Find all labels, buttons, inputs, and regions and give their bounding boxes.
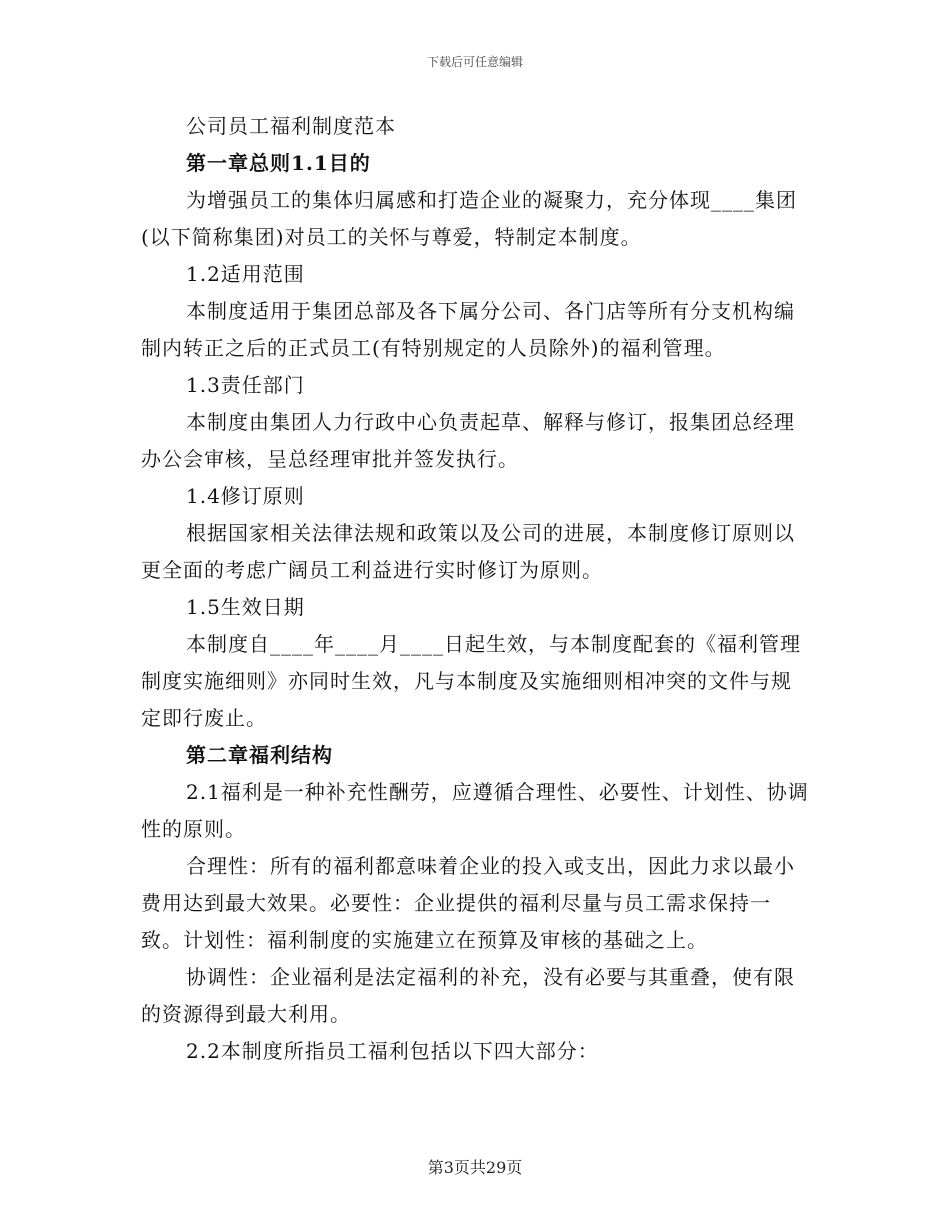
paragraph: 2.1福利是一种补充性酬劳，应遵循合理性、必要性、计划性、协调性的原则。 [141, 780, 809, 841]
paragraph: 合理性：所有的福利都意味着企业的投入或支出，因此力求以最小费用达到最大效果。必要性：企业提供的福利尽量与员工需求保持一致。计划性：福利制度的实施建立在预算及审核的基础之上。 [141, 854, 795, 952]
paragraph: 本制度自____年____月____日起生效，与本制度配套的《福利管理制度实施细则》亦同时生效，凡与本制度及实施细则相冲突的文件与规定即行废止。 [141, 632, 801, 730]
paragraph: 1.2适用范围 [186, 262, 305, 286]
chapter-heading: 第一章总则1.1目的 [186, 151, 371, 175]
chapter-heading: 第二章福利结构 [186, 743, 333, 767]
paragraph: 本制度适用于集团总部及各下属分公司、各门店等所有分支机构编制内转正之后的正式员工(有特别规定的人员除外)的福利管理。 [141, 299, 795, 360]
document-body [141, 108, 811, 1070]
page-header: 下载后可任意编辑 [426, 55, 523, 69]
paragraph: 本制度由集团人力行政中心负责起草、解释与修订，报集团总经理办公会审核，呈总经理审批并签发执行。 [141, 410, 795, 471]
document-title: 公司员工福利制度范本 [186, 114, 396, 138]
paragraph: 为增强员工的集体归属感和打造企业的凝聚力，充分体现____集团(以下简称集团)对员工的关怀与尊爱，特制定本制度。 [141, 188, 797, 249]
paragraph: 2.2本制度所指员工福利包括以下四大部分： [186, 1039, 599, 1063]
page-footer: 第3页共29页 [427, 1158, 523, 1177]
paragraph: 1.3责任部门 [186, 373, 305, 397]
paragraph-list [141, 145, 811, 1070]
paragraph: 1.5生效日期 [186, 595, 305, 619]
paragraph: 根据国家相关法律法规和政策以及公司的进展，本制度修订原则以更全面的考虑广阔员工利益进行实时修订为原则。 [141, 521, 795, 582]
paragraph: 协调性：企业福利是法定福利的补充，没有必要与其重叠，使有限的资源得到最大利用。 [141, 965, 795, 1026]
paragraph: 1.4修订原则 [186, 484, 305, 508]
